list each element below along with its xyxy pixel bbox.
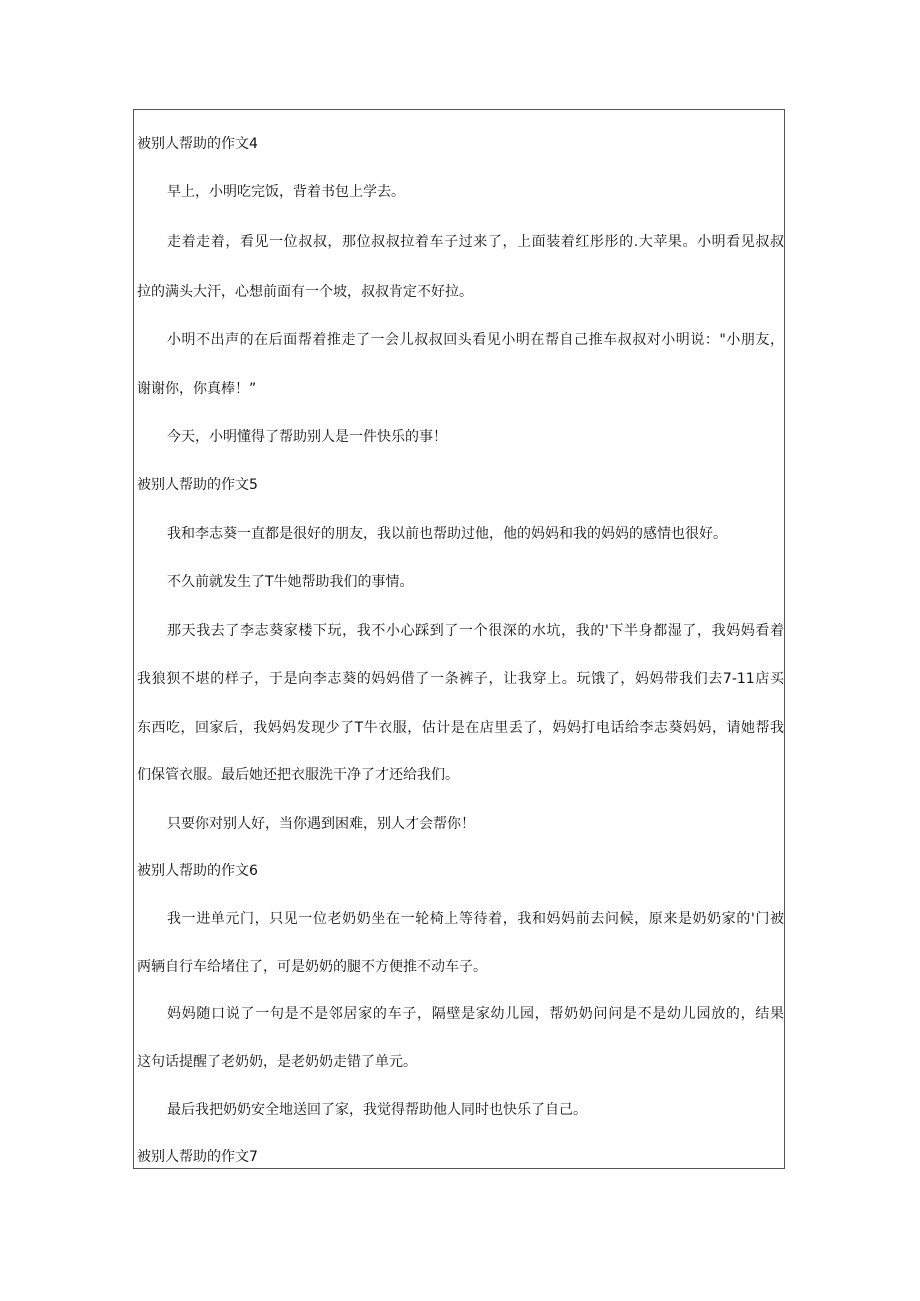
paragraph-line: 们保管衣服。最后她还把衣服洗干净了才还给我们。	[137, 767, 459, 783]
paragraph-line: 那天我去了李志葵家楼下玩，我不小心踩到了一个很深的水坑，我的'下半身都湿了，我妈妈看着	[167, 623, 784, 639]
paragraph-line: 妈妈随口说了一句是不是邻居家的车子，隔壁是家幼儿园，帮奶奶问问是不是幼儿园放的，结果	[167, 1006, 784, 1022]
paragraph-line: 不久前就发生了T牛她帮助我们的事情。	[167, 574, 414, 590]
paragraph-line: 只要你对别人好，当你遇到困难，别人才会帮你！	[167, 816, 475, 832]
document-frame	[133, 109, 785, 1169]
essay-4-title: 被别人帮助的作文4	[137, 136, 258, 152]
paragraph-line: 今天，小明懂得了帮助别人是一件快乐的事！	[167, 429, 447, 445]
paragraph-line: 东西吃，回家后，我妈妈发现少了T牛衣服，估计是在店里丢了，妈妈打电话给李志葵妈妈，请她帮我	[137, 720, 784, 736]
paragraph-line: 谢谢你，你真棒！”	[137, 381, 257, 397]
paragraph-line: 我狼狈不堪的样子，于是向李志葵的妈妈借了一条裤子，让我穿上。玩饿了，妈妈带我们去7-11店买	[137, 671, 784, 687]
paragraph-line: 走着走着，看见一位叔叔，那位叔叔拉着车子过来了，上面装着红彤彤的.大苹果。小明看见叔叔	[167, 234, 784, 250]
paragraph-line: 这句话提醒了老奶奶，是老奶奶走错了单元。	[137, 1054, 417, 1070]
paragraph-line: 两辆自行车给堵住了，可是奶奶的腿不方便推不动车子。	[137, 959, 487, 975]
paragraph-line: 拉的满头大汗，心想前面有一个坡，叔叔肯定不好拉。	[137, 284, 473, 300]
essay-7-title: 被别人帮助的作文7	[137, 1149, 258, 1165]
paragraph-line: 我一进单元门，只见一位老奶奶坐在一轮椅上等待着，我和妈妈前去问候，原来是奶奶家的'门被	[167, 911, 784, 927]
paragraph-line: 小明不出声的在后面帮着推走了一会儿叔叔回头看见小明在帮自己推车叔叔对小明说："小朋友，	[167, 332, 784, 348]
essay-6-title: 被别人帮助的作文6	[137, 863, 258, 879]
paragraph-line: 早上，小明吃完饭，背着书包上学去。	[167, 184, 405, 200]
paragraph-line: 最后我把奶奶安全地送回了家，我觉得帮助他人同时也快乐了自己。	[167, 1102, 587, 1118]
essay-5-title: 被别人帮助的作文5	[137, 477, 258, 493]
paragraph-line: 我和李志葵一直都是很好的朋友，我以前也帮助过他，他的妈妈和我的妈妈的感情也很好。	[167, 526, 727, 542]
